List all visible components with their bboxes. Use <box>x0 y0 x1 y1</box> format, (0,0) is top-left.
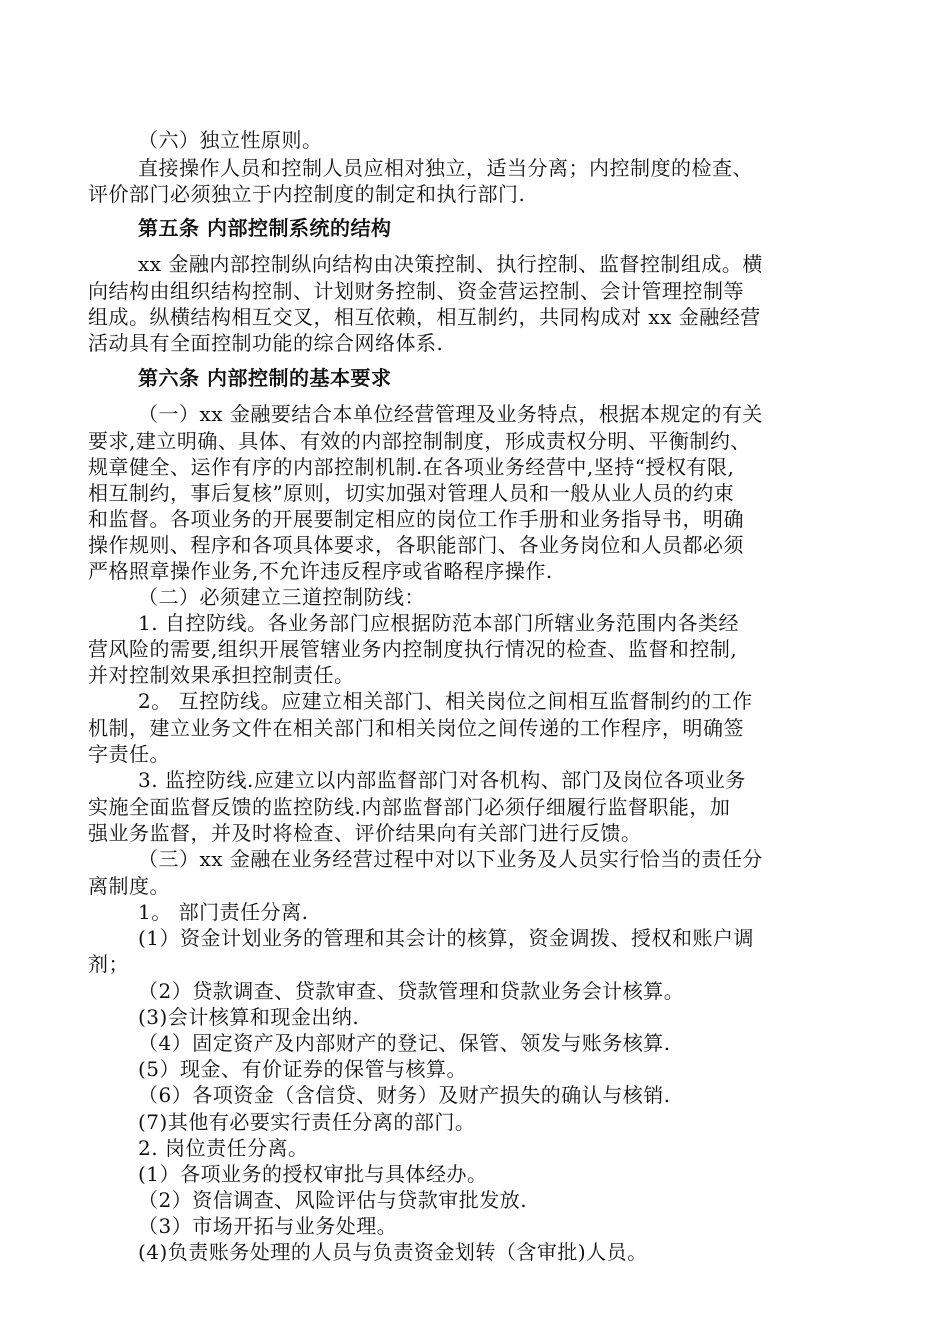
text-line: （6）各项资金（含信贷、财务）及财产损失的确认与核销. <box>138 1083 671 1107</box>
text-line: 1. 自控防线。各业务部门应根据防范本部门所辖业务范围内各类经 <box>138 611 739 635</box>
text-line: 2。 互控防线。应建立相关部门、相关岗位之间相互监督制约的工作 <box>138 689 753 713</box>
text-line: (5）现金、有价证券的保管与核算。 <box>138 1057 468 1081</box>
text-line: 直接操作人员和控制人员应相对独立，适当分离；内控制度的检查、 <box>138 156 753 180</box>
text-line: 2. 岗位责任分离。 <box>138 1136 309 1160</box>
text-line: 活动具有全面控制功能的综合网络体系. <box>88 331 444 355</box>
text-line: （六）独立性原则。 <box>138 128 323 152</box>
text-line: 实施全面监督反馈的监控防线.内部监督部门必须仔细履行监督职能，加 <box>88 795 731 819</box>
text-line: （2）资信调查、风险评估与贷款审批发放. <box>138 1188 528 1212</box>
section-heading: 第五条 内部控制系统的结构 <box>138 216 392 240</box>
text-line: 强业务监督，并及时将检查、评价结果向有关部门进行反馈。 <box>88 821 642 845</box>
text-line: 离制度。 <box>88 874 170 898</box>
text-line: 规章健全、运作有序的内部控制机制.在各项业务经营中,坚持“授权有限, <box>88 455 735 479</box>
text-line: 评价部门必须独立于内控制度的制定和执行部门. <box>88 182 526 206</box>
text-line: 剂； <box>88 952 129 976</box>
text-line: 组成。纵横结构相互交叉，相互依赖，相互制约，共同构成对 xx 金融经营 <box>88 305 761 329</box>
text-line: 要求,建立明确、具体、有效的内部控制制度，形成责权分明、平衡制约、 <box>88 429 751 453</box>
text-line: 操作规则、程序和各项具体要求，各职能部门、各业务岗位和人员都必须 <box>88 533 744 557</box>
text-line: 和监督。各项业务的开展要制定相应的岗位工作手册和业务指导书，明确 <box>88 507 744 531</box>
text-line: (3)会计核算和现金出纳. <box>138 1005 360 1029</box>
section-heading: 第六条 内部控制的基本要求 <box>138 366 392 390</box>
text-line: xx 金融内部控制纵向结构由决策控制、执行控制、监督控制组成。横 <box>138 252 763 276</box>
text-line: （一）xx 金融要结合本单位经营管理及业务特点，根据本规定的有关 <box>138 402 763 426</box>
text-line: 向结构由组织结构控制、计划财务控制、资金营运控制、会计管理控制等 <box>88 279 744 303</box>
text-line: 营风险的需要,组织开展管辖业务内控制度执行情况的检查、监督和控制, <box>88 637 738 661</box>
text-line: 机制，建立业务文件在相关部门和相关岗位之间传递的工作程序，明确签 <box>88 716 744 740</box>
text-line: 严格照章操作业务,不允许违反程序或省略程序操作. <box>88 559 553 583</box>
text-line: （4）固定资产及内部财产的登记、保管、领发与账务核算. <box>138 1031 671 1055</box>
text-line: 字责任。 <box>88 742 170 766</box>
text-line: 3. 监控防线.应建立以内部监督部门对各机构、部门及岗位各项业务 <box>138 768 746 792</box>
text-line: （二）必须建立三道控制防线： <box>138 585 425 609</box>
text-line: (1）各项业务的授权审批与具体经办。 <box>138 1162 488 1186</box>
text-line: 1。 部门责任分离. <box>138 900 309 924</box>
text-line: （3）市场开拓与业务处理。 <box>138 1214 398 1238</box>
text-line: (1）资金计划业务的管理和其会计的核算，资金调拨、授权和账户调 <box>138 926 755 950</box>
text-line: 相互制约，事后复核”原则，切实加强对管理人员和一般从业人员的约束 <box>88 481 735 505</box>
text-line: （2）贷款调查、贷款审查、贷款管理和贷款业务会计核算。 <box>138 979 685 1003</box>
text-line: （三）xx 金融在业务经营过程中对以下业务及人员实行恰当的责任分 <box>138 847 763 871</box>
text-line: (4)负责账务处理的人员与负责资金划转（含审批)人员。 <box>138 1240 648 1264</box>
text-line: (7)其他有必要实行责任分离的部门。 <box>138 1110 476 1134</box>
text-line: 并对控制效果承担控制责任。 <box>88 663 355 687</box>
